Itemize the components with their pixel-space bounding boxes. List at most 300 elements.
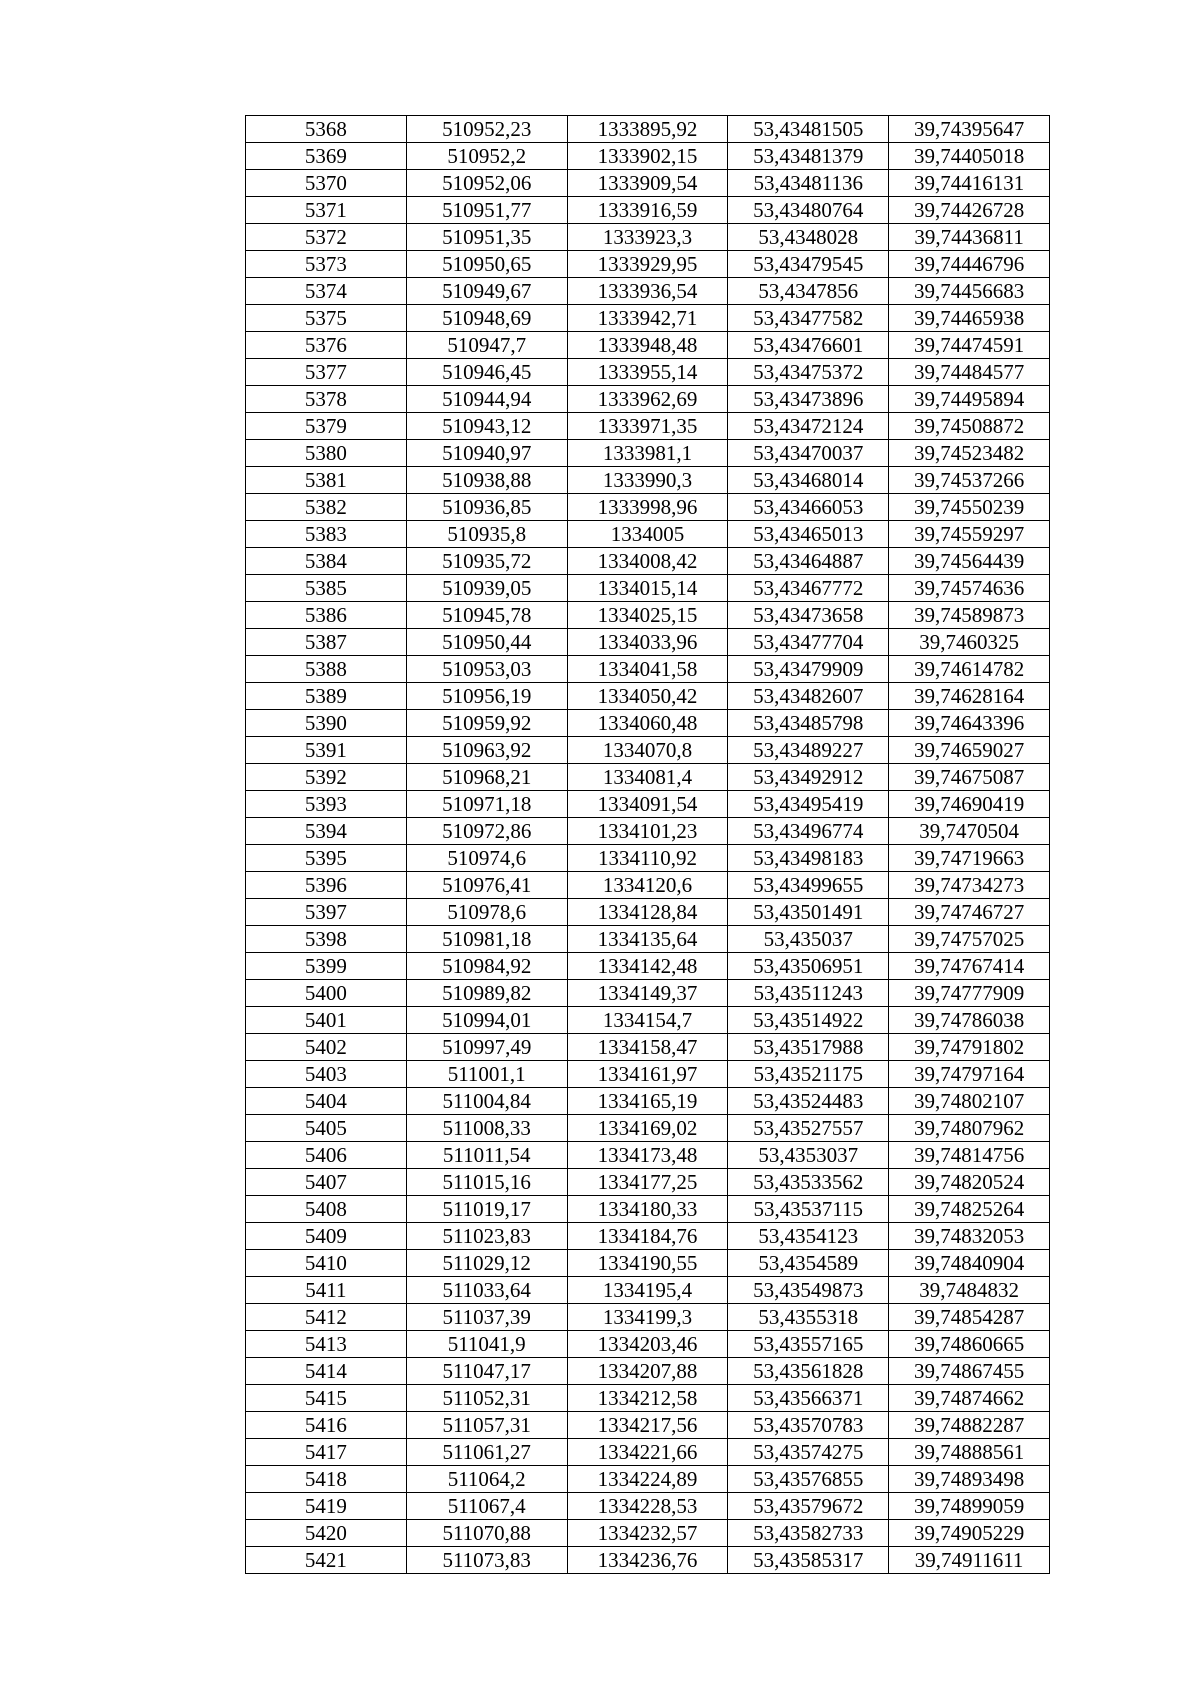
longitude-cell: 39,74523482 (889, 440, 1050, 467)
longitude-cell: 39,74746727 (889, 899, 1050, 926)
longitude-cell: 39,74719663 (889, 845, 1050, 872)
point-number-cell: 5387 (246, 629, 407, 656)
longitude-cell: 39,74832053 (889, 1223, 1050, 1250)
point-number-cell: 5400 (246, 980, 407, 1007)
table-row (246, 548, 1050, 575)
latitude-cell: 53,43480764 (728, 197, 889, 224)
x-coordinate-cell: 511047,17 (406, 1358, 567, 1385)
latitude-cell: 53,43473658 (728, 602, 889, 629)
y-coordinate-cell: 1333929,95 (567, 251, 728, 278)
y-coordinate-cell: 1334025,15 (567, 602, 728, 629)
x-coordinate-cell: 510972,86 (406, 818, 567, 845)
longitude-cell: 39,74807962 (889, 1115, 1050, 1142)
point-number-cell: 5419 (246, 1493, 407, 1520)
x-coordinate-cell: 510950,44 (406, 629, 567, 656)
x-coordinate-cell: 510948,69 (406, 305, 567, 332)
x-coordinate-cell: 511001,1 (406, 1061, 567, 1088)
point-number-cell: 5409 (246, 1223, 407, 1250)
y-coordinate-cell: 1334207,88 (567, 1358, 728, 1385)
longitude-cell: 39,74899059 (889, 1493, 1050, 1520)
table-row (246, 1358, 1050, 1385)
y-coordinate-cell: 1334060,48 (567, 710, 728, 737)
latitude-cell: 53,43570783 (728, 1412, 889, 1439)
longitude-cell: 39,74537266 (889, 467, 1050, 494)
table-row (246, 1007, 1050, 1034)
x-coordinate-cell: 510938,88 (406, 467, 567, 494)
longitude-cell: 39,74893498 (889, 1466, 1050, 1493)
table-row (246, 764, 1050, 791)
latitude-cell: 53,43499655 (728, 872, 889, 899)
x-coordinate-cell: 511029,12 (406, 1250, 567, 1277)
table-row (246, 1466, 1050, 1493)
table-row (246, 818, 1050, 845)
latitude-cell: 53,43481136 (728, 170, 889, 197)
y-coordinate-cell: 1334199,3 (567, 1304, 728, 1331)
x-coordinate-cell: 510940,97 (406, 440, 567, 467)
point-number-cell: 5373 (246, 251, 407, 278)
table-row (246, 386, 1050, 413)
latitude-cell: 53,43579672 (728, 1493, 889, 1520)
point-number-cell: 5418 (246, 1466, 407, 1493)
longitude-cell: 39,74416131 (889, 170, 1050, 197)
x-coordinate-cell: 510950,65 (406, 251, 567, 278)
longitude-cell: 39,74911611 (889, 1547, 1050, 1574)
point-number-cell: 5417 (246, 1439, 407, 1466)
point-number-cell: 5401 (246, 1007, 407, 1034)
table-row (246, 1088, 1050, 1115)
latitude-cell: 53,43482607 (728, 683, 889, 710)
table-row (246, 332, 1050, 359)
table-row (246, 656, 1050, 683)
x-coordinate-cell: 511011,54 (406, 1142, 567, 1169)
point-number-cell: 5384 (246, 548, 407, 575)
point-number-cell: 5380 (246, 440, 407, 467)
table-row (246, 440, 1050, 467)
x-coordinate-cell: 511037,39 (406, 1304, 567, 1331)
point-number-cell: 5394 (246, 818, 407, 845)
y-coordinate-cell: 1334232,57 (567, 1520, 728, 1547)
point-number-cell: 5402 (246, 1034, 407, 1061)
y-coordinate-cell: 1334217,56 (567, 1412, 728, 1439)
y-coordinate-cell: 1333902,15 (567, 143, 728, 170)
longitude-cell: 39,74690419 (889, 791, 1050, 818)
table-row (246, 1115, 1050, 1142)
longitude-cell: 39,74734273 (889, 872, 1050, 899)
latitude-cell: 53,4348028 (728, 224, 889, 251)
table-row (246, 872, 1050, 899)
longitude-cell: 39,74888561 (889, 1439, 1050, 1466)
latitude-cell: 53,4353037 (728, 1142, 889, 1169)
latitude-cell: 53,43498183 (728, 845, 889, 872)
table-row (246, 413, 1050, 440)
latitude-cell: 53,43506951 (728, 953, 889, 980)
point-number-cell: 5420 (246, 1520, 407, 1547)
latitude-cell: 53,43465013 (728, 521, 889, 548)
longitude-cell: 39,74659027 (889, 737, 1050, 764)
point-number-cell: 5379 (246, 413, 407, 440)
point-number-cell: 5381 (246, 467, 407, 494)
longitude-cell: 39,74589873 (889, 602, 1050, 629)
x-coordinate-cell: 511057,31 (406, 1412, 567, 1439)
latitude-cell: 53,4355318 (728, 1304, 889, 1331)
latitude-cell: 53,43468014 (728, 467, 889, 494)
table-row (246, 575, 1050, 602)
y-coordinate-cell: 1334008,42 (567, 548, 728, 575)
y-coordinate-cell: 1334154,7 (567, 1007, 728, 1034)
point-number-cell: 5392 (246, 764, 407, 791)
point-number-cell: 5383 (246, 521, 407, 548)
table-row (246, 1439, 1050, 1466)
x-coordinate-cell: 510974,6 (406, 845, 567, 872)
coordinates-table-body (246, 116, 1050, 1574)
latitude-cell: 53,43476601 (728, 332, 889, 359)
point-number-cell: 5411 (246, 1277, 407, 1304)
point-number-cell: 5398 (246, 926, 407, 953)
point-number-cell: 5406 (246, 1142, 407, 1169)
y-coordinate-cell: 1334142,48 (567, 953, 728, 980)
latitude-cell: 53,43470037 (728, 440, 889, 467)
latitude-cell: 53,43537115 (728, 1196, 889, 1223)
table-row (246, 224, 1050, 251)
table-row (246, 980, 1050, 1007)
latitude-cell: 53,43574275 (728, 1439, 889, 1466)
table-row (246, 1547, 1050, 1574)
point-number-cell: 5421 (246, 1547, 407, 1574)
y-coordinate-cell: 1333971,35 (567, 413, 728, 440)
x-coordinate-cell: 510956,19 (406, 683, 567, 710)
table-row (246, 143, 1050, 170)
y-coordinate-cell: 1334091,54 (567, 791, 728, 818)
x-coordinate-cell: 510935,8 (406, 521, 567, 548)
y-coordinate-cell: 1334050,42 (567, 683, 728, 710)
table-row (246, 899, 1050, 926)
coordinates-table (245, 115, 1050, 1574)
latitude-cell: 53,43464887 (728, 548, 889, 575)
latitude-cell: 53,43481505 (728, 116, 889, 143)
longitude-cell: 39,74814756 (889, 1142, 1050, 1169)
y-coordinate-cell: 1334212,58 (567, 1385, 728, 1412)
x-coordinate-cell: 510949,67 (406, 278, 567, 305)
x-coordinate-cell: 511023,83 (406, 1223, 567, 1250)
x-coordinate-cell: 511067,4 (406, 1493, 567, 1520)
table-row (246, 791, 1050, 818)
longitude-cell: 39,74854287 (889, 1304, 1050, 1331)
longitude-cell: 39,74395647 (889, 116, 1050, 143)
longitude-cell: 39,74405018 (889, 143, 1050, 170)
point-number-cell: 5399 (246, 953, 407, 980)
x-coordinate-cell: 510935,72 (406, 548, 567, 575)
x-coordinate-cell: 511073,83 (406, 1547, 567, 1574)
latitude-cell: 53,43479909 (728, 656, 889, 683)
point-number-cell: 5377 (246, 359, 407, 386)
y-coordinate-cell: 1334236,76 (567, 1547, 728, 1574)
latitude-cell: 53,43549873 (728, 1277, 889, 1304)
x-coordinate-cell: 510959,92 (406, 710, 567, 737)
x-coordinate-cell: 510963,92 (406, 737, 567, 764)
longitude-cell: 39,74474591 (889, 332, 1050, 359)
latitude-cell: 53,43561828 (728, 1358, 889, 1385)
table-row (246, 1385, 1050, 1412)
x-coordinate-cell: 510951,77 (406, 197, 567, 224)
table-row (246, 116, 1050, 143)
latitude-cell: 53,4354589 (728, 1250, 889, 1277)
y-coordinate-cell: 1334158,47 (567, 1034, 728, 1061)
table-row (246, 1304, 1050, 1331)
longitude-cell: 39,74882287 (889, 1412, 1050, 1439)
x-coordinate-cell: 511008,33 (406, 1115, 567, 1142)
x-coordinate-cell: 510952,06 (406, 170, 567, 197)
longitude-cell: 39,74757025 (889, 926, 1050, 953)
longitude-cell: 39,74905229 (889, 1520, 1050, 1547)
x-coordinate-cell: 511052,31 (406, 1385, 567, 1412)
y-coordinate-cell: 1334101,23 (567, 818, 728, 845)
x-coordinate-cell: 510943,12 (406, 413, 567, 440)
point-number-cell: 5414 (246, 1358, 407, 1385)
y-coordinate-cell: 1334081,4 (567, 764, 728, 791)
longitude-cell: 39,74675087 (889, 764, 1050, 791)
y-coordinate-cell: 1334180,33 (567, 1196, 728, 1223)
latitude-cell: 53,43477704 (728, 629, 889, 656)
point-number-cell: 5372 (246, 224, 407, 251)
table-row (246, 845, 1050, 872)
latitude-cell: 53,4347856 (728, 278, 889, 305)
x-coordinate-cell: 510976,41 (406, 872, 567, 899)
y-coordinate-cell: 1334015,14 (567, 575, 728, 602)
point-number-cell: 5416 (246, 1412, 407, 1439)
point-number-cell: 5393 (246, 791, 407, 818)
latitude-cell: 53,43585317 (728, 1547, 889, 1574)
longitude-cell: 39,74840904 (889, 1250, 1050, 1277)
longitude-cell: 39,74628164 (889, 683, 1050, 710)
longitude-cell: 39,7484832 (889, 1277, 1050, 1304)
latitude-cell: 53,43524483 (728, 1088, 889, 1115)
y-coordinate-cell: 1334110,92 (567, 845, 728, 872)
latitude-cell: 53,43475372 (728, 359, 889, 386)
table-row (246, 737, 1050, 764)
y-coordinate-cell: 1334203,46 (567, 1331, 728, 1358)
latitude-cell: 53,43527557 (728, 1115, 889, 1142)
x-coordinate-cell: 510945,78 (406, 602, 567, 629)
latitude-cell: 53,43473896 (728, 386, 889, 413)
point-number-cell: 5403 (246, 1061, 407, 1088)
x-coordinate-cell: 510984,92 (406, 953, 567, 980)
latitude-cell: 53,43511243 (728, 980, 889, 1007)
y-coordinate-cell: 1333895,92 (567, 116, 728, 143)
y-coordinate-cell: 1334184,76 (567, 1223, 728, 1250)
longitude-cell: 39,74860665 (889, 1331, 1050, 1358)
x-coordinate-cell: 510952,2 (406, 143, 567, 170)
latitude-cell: 53,43492912 (728, 764, 889, 791)
y-coordinate-cell: 1333955,14 (567, 359, 728, 386)
longitude-cell: 39,7470504 (889, 818, 1050, 845)
y-coordinate-cell: 1334224,89 (567, 1466, 728, 1493)
point-number-cell: 5378 (246, 386, 407, 413)
point-number-cell: 5375 (246, 305, 407, 332)
latitude-cell: 53,43466053 (728, 494, 889, 521)
y-coordinate-cell: 1333923,3 (567, 224, 728, 251)
y-coordinate-cell: 1333962,69 (567, 386, 728, 413)
x-coordinate-cell: 511061,27 (406, 1439, 567, 1466)
table-row (246, 170, 1050, 197)
x-coordinate-cell: 511041,9 (406, 1331, 567, 1358)
x-coordinate-cell: 511004,84 (406, 1088, 567, 1115)
longitude-cell: 39,74786038 (889, 1007, 1050, 1034)
point-number-cell: 5410 (246, 1250, 407, 1277)
y-coordinate-cell: 1333948,48 (567, 332, 728, 359)
x-coordinate-cell: 510939,05 (406, 575, 567, 602)
longitude-cell: 39,74614782 (889, 656, 1050, 683)
table-row (246, 305, 1050, 332)
latitude-cell: 53,43514922 (728, 1007, 889, 1034)
table-row (246, 1412, 1050, 1439)
point-number-cell: 5415 (246, 1385, 407, 1412)
y-coordinate-cell: 1334128,84 (567, 899, 728, 926)
y-coordinate-cell: 1334228,53 (567, 1493, 728, 1520)
y-coordinate-cell: 1334070,8 (567, 737, 728, 764)
point-number-cell: 5370 (246, 170, 407, 197)
longitude-cell: 39,74874662 (889, 1385, 1050, 1412)
x-coordinate-cell: 511015,16 (406, 1169, 567, 1196)
table-row (246, 1142, 1050, 1169)
longitude-cell: 39,74820524 (889, 1169, 1050, 1196)
y-coordinate-cell: 1333916,59 (567, 197, 728, 224)
longitude-cell: 39,74456683 (889, 278, 1050, 305)
table-row (246, 629, 1050, 656)
longitude-cell: 39,74791802 (889, 1034, 1050, 1061)
y-coordinate-cell: 1333998,96 (567, 494, 728, 521)
latitude-cell: 53,43496774 (728, 818, 889, 845)
y-coordinate-cell: 1333909,54 (567, 170, 728, 197)
table-row (246, 1034, 1050, 1061)
longitude-cell: 39,74508872 (889, 413, 1050, 440)
latitude-cell: 53,43566371 (728, 1385, 889, 1412)
point-number-cell: 5396 (246, 872, 407, 899)
point-number-cell: 5385 (246, 575, 407, 602)
longitude-cell: 39,74484577 (889, 359, 1050, 386)
point-number-cell: 5412 (246, 1304, 407, 1331)
point-number-cell: 5397 (246, 899, 407, 926)
y-coordinate-cell: 1334221,66 (567, 1439, 728, 1466)
y-coordinate-cell: 1334169,02 (567, 1115, 728, 1142)
longitude-cell: 39,74797164 (889, 1061, 1050, 1088)
point-number-cell: 5405 (246, 1115, 407, 1142)
x-coordinate-cell: 510936,85 (406, 494, 567, 521)
table-row (246, 1061, 1050, 1088)
table-row (246, 1277, 1050, 1304)
point-number-cell: 5408 (246, 1196, 407, 1223)
x-coordinate-cell: 510952,23 (406, 116, 567, 143)
longitude-cell: 39,74802107 (889, 1088, 1050, 1115)
point-number-cell: 5390 (246, 710, 407, 737)
longitude-cell: 39,74643396 (889, 710, 1050, 737)
table-row (246, 251, 1050, 278)
point-number-cell: 5391 (246, 737, 407, 764)
table-row (246, 1196, 1050, 1223)
latitude-cell: 53,43517988 (728, 1034, 889, 1061)
longitude-cell: 39,74564439 (889, 548, 1050, 575)
x-coordinate-cell: 510946,45 (406, 359, 567, 386)
table-row (246, 683, 1050, 710)
table-row (246, 467, 1050, 494)
x-coordinate-cell: 510997,49 (406, 1034, 567, 1061)
latitude-cell: 53,43495419 (728, 791, 889, 818)
point-number-cell: 5404 (246, 1088, 407, 1115)
y-coordinate-cell: 1334165,19 (567, 1088, 728, 1115)
point-number-cell: 5413 (246, 1331, 407, 1358)
x-coordinate-cell: 510953,03 (406, 656, 567, 683)
table-row (246, 926, 1050, 953)
longitude-cell: 39,74446796 (889, 251, 1050, 278)
table-row (246, 710, 1050, 737)
y-coordinate-cell: 1334135,64 (567, 926, 728, 953)
point-number-cell: 5369 (246, 143, 407, 170)
x-coordinate-cell: 510989,82 (406, 980, 567, 1007)
table-row (246, 1169, 1050, 1196)
x-coordinate-cell: 510994,01 (406, 1007, 567, 1034)
y-coordinate-cell: 1334161,97 (567, 1061, 728, 1088)
y-coordinate-cell: 1333990,3 (567, 467, 728, 494)
x-coordinate-cell: 510951,35 (406, 224, 567, 251)
longitude-cell: 39,74867455 (889, 1358, 1050, 1385)
point-number-cell: 5389 (246, 683, 407, 710)
table-row (246, 1493, 1050, 1520)
table-row (246, 197, 1050, 224)
latitude-cell: 53,43485798 (728, 710, 889, 737)
latitude-cell: 53,43557165 (728, 1331, 889, 1358)
table-row (246, 1520, 1050, 1547)
point-number-cell: 5376 (246, 332, 407, 359)
longitude-cell: 39,74825264 (889, 1196, 1050, 1223)
point-number-cell: 5371 (246, 197, 407, 224)
x-coordinate-cell: 510971,18 (406, 791, 567, 818)
x-coordinate-cell: 510944,94 (406, 386, 567, 413)
x-coordinate-cell: 510947,7 (406, 332, 567, 359)
longitude-cell: 39,74559297 (889, 521, 1050, 548)
latitude-cell: 53,43501491 (728, 899, 889, 926)
longitude-cell: 39,7460325 (889, 629, 1050, 656)
y-coordinate-cell: 1333942,71 (567, 305, 728, 332)
longitude-cell: 39,74767414 (889, 953, 1050, 980)
latitude-cell: 53,43477582 (728, 305, 889, 332)
x-coordinate-cell: 511070,88 (406, 1520, 567, 1547)
y-coordinate-cell: 1333981,1 (567, 440, 728, 467)
point-number-cell: 5374 (246, 278, 407, 305)
latitude-cell: 53,435037 (728, 926, 889, 953)
point-number-cell: 5407 (246, 1169, 407, 1196)
point-number-cell: 5388 (246, 656, 407, 683)
longitude-cell: 39,74550239 (889, 494, 1050, 521)
y-coordinate-cell: 1334190,55 (567, 1250, 728, 1277)
latitude-cell: 53,4354123 (728, 1223, 889, 1250)
latitude-cell: 53,43582733 (728, 1520, 889, 1547)
longitude-cell: 39,74495894 (889, 386, 1050, 413)
latitude-cell: 53,43481379 (728, 143, 889, 170)
longitude-cell: 39,74574636 (889, 575, 1050, 602)
latitude-cell: 53,43467772 (728, 575, 889, 602)
longitude-cell: 39,74436811 (889, 224, 1050, 251)
x-coordinate-cell: 511033,64 (406, 1277, 567, 1304)
table-row (246, 953, 1050, 980)
longitude-cell: 39,74777909 (889, 980, 1050, 1007)
longitude-cell: 39,74426728 (889, 197, 1050, 224)
table-row (246, 1331, 1050, 1358)
table-row (246, 278, 1050, 305)
y-coordinate-cell: 1334041,58 (567, 656, 728, 683)
x-coordinate-cell: 510968,21 (406, 764, 567, 791)
y-coordinate-cell: 1334173,48 (567, 1142, 728, 1169)
y-coordinate-cell: 1334033,96 (567, 629, 728, 656)
x-coordinate-cell: 511064,2 (406, 1466, 567, 1493)
